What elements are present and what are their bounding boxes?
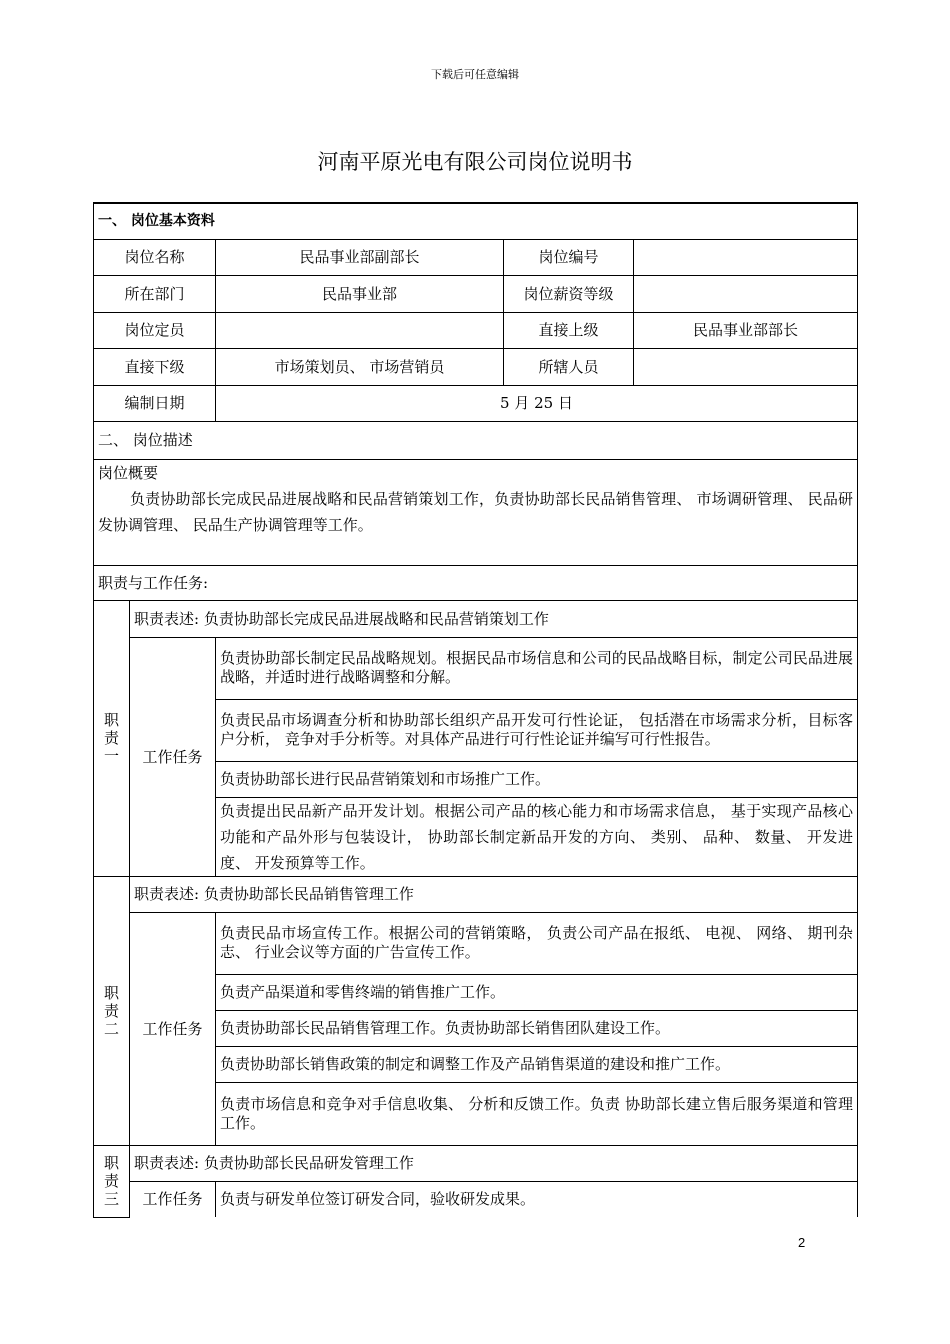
- duty3-task-1: 负责与研发单位签订研发合同，验收研发成果。: [216, 1181, 858, 1217]
- duty-label-char: 责: [103, 1001, 119, 1020]
- duty2-task-4: 负责协助部长销售政策的制定和调整工作及产品销售渠道的建设和推广工作。: [216, 1046, 858, 1082]
- duty1-label: [94, 600, 130, 876]
- document-title: 河南平原光电有限公司岗位说明书: [317, 150, 633, 174]
- duty-statement-row: [94, 600, 858, 637]
- duty-label-char: 三: [103, 1190, 119, 1208]
- section1-heading: 一、 岗位基本资料: [94, 203, 858, 239]
- duties-label: 职责与工作任务:: [94, 565, 858, 600]
- duty1-task-1: 负责协助部长制定民品战略规划。根据民品市场信息和公司的民品战略目标，制定公司民品进展战略，并适时进行战略调整和分解。: [216, 637, 858, 699]
- duty2-task-2: 负责产品渠道和零售终端的销售推广工作。: [216, 974, 858, 1010]
- info-row-date: [94, 385, 858, 421]
- value-salary-grade: [634, 275, 858, 312]
- duty-label-char: 一: [103, 747, 119, 765]
- section2-heading: 二、 岗位描述: [94, 421, 858, 459]
- summary-cell: [94, 459, 858, 565]
- header-note: 下载后可任意编辑: [431, 68, 519, 81]
- info-row: [94, 312, 858, 348]
- info-row: [94, 275, 858, 312]
- summary-row: [94, 459, 858, 565]
- duty1-task-4: 负责提出民品新产品开发计划。根据公司产品的核心能力和市场需求信息， 基于实现产品核心功能和产品外形与包装设计， 协助部长制定新品开发的方向、 类别、 品种、 数量、 开发进度、 开发预算等工作。: [216, 797, 858, 876]
- duty-label-char: 二: [103, 1019, 119, 1038]
- label-direct-superior: 直接上级: [504, 312, 634, 348]
- duty3-task-label: 工作任务: [130, 1181, 216, 1217]
- label-position-name: 岗位名称: [94, 239, 216, 275]
- summary-label: 岗位概要: [98, 463, 159, 482]
- task-row: [94, 912, 858, 974]
- duty-statement-row: [94, 1145, 858, 1181]
- label-compile-date: 编制日期: [94, 385, 216, 421]
- label-position-code: 岗位编号: [504, 239, 634, 275]
- duty3-label: [94, 1145, 130, 1217]
- duty-label-char: 职: [103, 1154, 119, 1172]
- duty-label-char: 职: [103, 711, 119, 729]
- duties-label-row: [94, 565, 858, 600]
- info-row: [94, 239, 858, 275]
- value-direct-subordinates: 市场策划员、 市场营销员: [216, 348, 504, 385]
- label-salary-grade: 岗位薪资等级: [504, 275, 634, 312]
- value-compile-date: 5 月 25 日: [216, 385, 858, 421]
- label-direct-subordinates: 直接下级: [94, 348, 216, 385]
- duty-label-char: 责: [103, 729, 119, 747]
- duty-statement-row: [94, 876, 858, 912]
- duty1-task-label: 工作任务: [130, 637, 216, 876]
- value-position-code: [634, 239, 858, 275]
- label-headcount: 岗位定员: [94, 312, 216, 348]
- info-row: [94, 348, 858, 385]
- task-row: [94, 1181, 858, 1217]
- section1-heading-row: [94, 203, 858, 239]
- duty2-task-3: 负责协助部长民品销售管理工作。负责协助部长销售团队建设工作。: [216, 1010, 858, 1046]
- value-managed-staff: [634, 348, 858, 385]
- label-managed-staff: 所辖人员: [504, 348, 634, 385]
- value-position-name: 民品事业部副部长: [216, 239, 504, 275]
- job-description-table: [93, 202, 858, 1218]
- section2-heading-row: [94, 421, 858, 459]
- label-department: 所在部门: [94, 275, 216, 312]
- duty1-task-3: 负责协助部长进行民品营销策划和市场推广工作。: [216, 761, 858, 797]
- task-row: [94, 637, 858, 699]
- duty2-statement: 职责表述: 负责协助部长民品销售管理工作: [130, 876, 858, 912]
- duty2-task-1: 负责民品市场宣传工作。根据公司的营销策略， 负责公司产品在报纸、 电视、 网络、 期刊杂志、 行业会议等方面的广告宣传工作。: [216, 912, 858, 974]
- duty2-task-label: 工作任务: [130, 912, 216, 1145]
- value-department: 民品事业部: [216, 275, 504, 312]
- duty2-task-5: 负责市场信息和竞争对手信息收集、 分析和反馈工作。负责 协助部长建立售后服务渠道和管理工作。: [216, 1082, 858, 1145]
- duty-label-char: 职: [103, 983, 119, 1002]
- page-number: 2: [798, 1235, 806, 1250]
- summary-text: 负责协助部长完成民品进展战略和民品营销策划工作，负责协助部长民品销售管理、 市场调研管理、 民品研发协调管理、 民品生产协调管理等工作。: [98, 489, 854, 534]
- duty1-task-2: 负责民品市场调查分析和协助部长组织产品开发可行性论证， 包括潜在市场需求分析，目标客户分析， 竞争对手分析等。对具体产品进行可行性论证并编写可行性报告。: [216, 699, 858, 761]
- duty2-label: [94, 876, 130, 1145]
- duty1-statement: 职责表述: 负责协助部长完成民品进展战略和民品营销策划工作: [130, 600, 858, 637]
- value-headcount: [216, 312, 504, 348]
- value-direct-superior: 民品事业部部长: [634, 312, 858, 348]
- duty3-statement: 职责表述: 负责协助部长民品研发管理工作: [130, 1145, 858, 1181]
- duty-label-char: 责: [103, 1172, 119, 1190]
